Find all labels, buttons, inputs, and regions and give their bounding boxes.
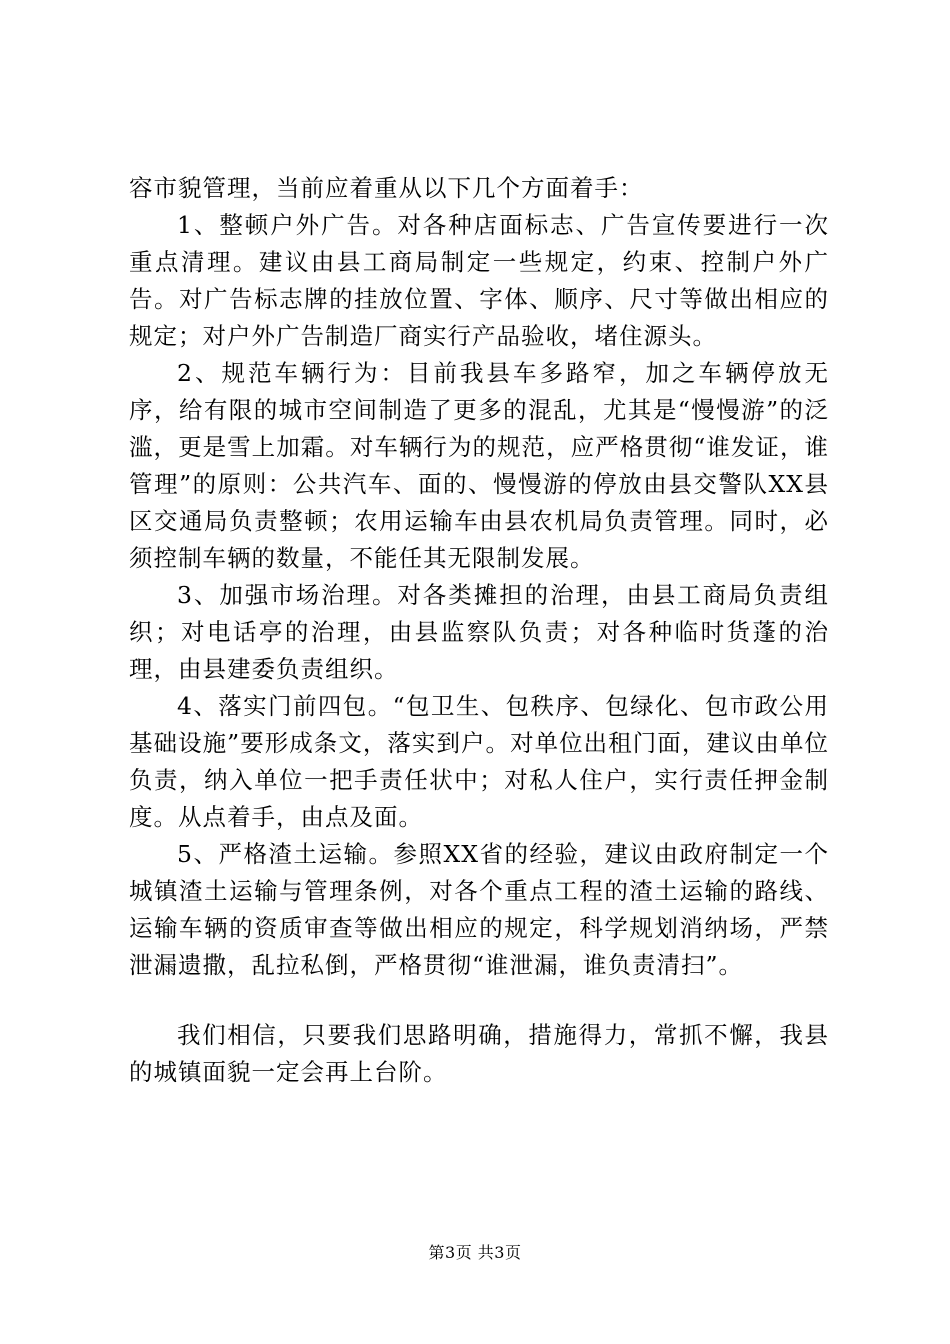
paragraph-intro: 容市貌管理，当前应着重从以下几个方面着手： <box>129 174 644 202</box>
paragraph-item-4-four-packs: 4、落实门前四包。“包卫生、包秩序、包绿化、包市政公用基础设施”要形成条文，落实到户。对单位出租门面，建议由单位负责，纳入单位一把手责任状中；对私人住户，实行责任押金制度。从点着手，由点及面。 <box>129 692 829 831</box>
paragraph-item-5-muck-transport: 5、严格渣土运输。参照XX省的经验，建议由政府制定一个城镇渣土运输与管理条例，对各个重点工程的渣土运输的路线、运输车辆的资质审查等做出相应的规定，科学规划消纳场，严禁泄漏遗撒，乱拉私倒，严格贯彻“谁泄漏，谁负责清扫”。 <box>129 840 829 979</box>
page-number-footer: 第3页 共3页 <box>428 1243 522 1262</box>
paragraph-item-2-vehicles: 2、规范车辆行为：目前我县车多路窄，加之车辆停放无序，给有限的城市空间制造了更多的混乱，尤其是“慢慢游”的泛滥，更是雪上加霜。对车辆行为的规范，应严格贯彻“谁发证，谁管理”的原则：公共汽车、面的、慢慢游的停放由县交警队XX县区交通局负责整顿；农用运输车由县农机局负责管理。同时，必须控制车辆的数量，不能任其无限制发展。 <box>129 359 829 572</box>
paragraph-conclusion: 我们相信，只要我们思路明确，措施得力，常抓不懈，我县的城镇面貌一定会再上台阶。 <box>129 1021 829 1086</box>
document-body <box>129 170 829 1091</box>
paragraph-item-1-outdoor-ads: 1、整顿户外广告。对各种店面标志、广告宣传要进行一次重点清理。建议由县工商局制定一些规定，约束、控制户外广告。对广告标志牌的挂放位置、字体、顺序、尺寸等做出相应的规定；对户外广告制造厂商实行产品验收，堵住源头。 <box>129 211 829 350</box>
paragraph-item-3-market: 3、加强市场治理。对各类摊担的治理，由县工商局负责组织；对电话亭的治理，由县监察队负责；对各种临时货蓬的治理，由县建委负责组织。 <box>129 581 829 683</box>
